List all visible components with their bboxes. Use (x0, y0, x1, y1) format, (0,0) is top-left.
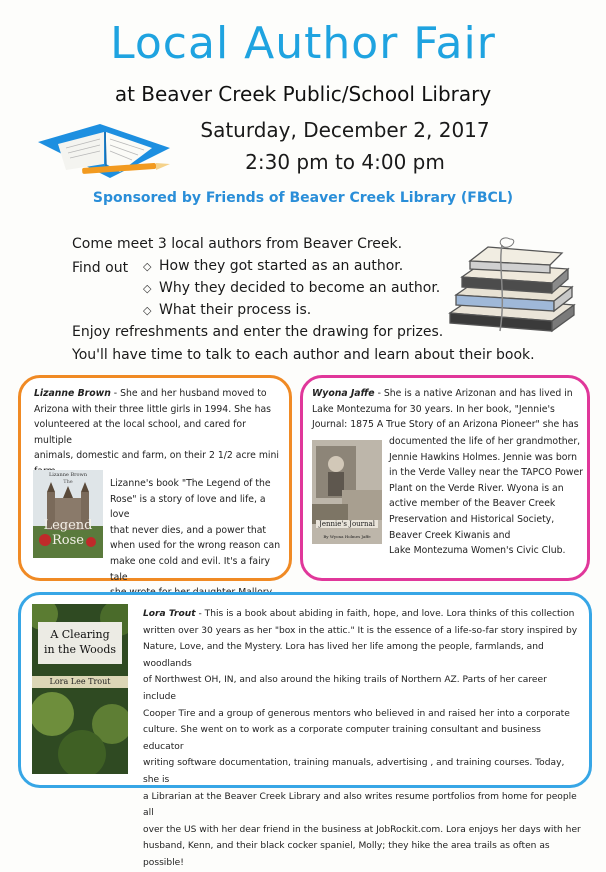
diamond-bullet-icon: ◇ (143, 304, 152, 317)
author-name: Lizanne Brown (34, 388, 111, 399)
lora-bio: Lora Trout - This is a book about abiding in faith, hope, and love. Lora thinks of this collection written over 30 years as her "box in the attic." It is the essence of a life-so-far story inspired by Nature, Love, and the Mystery. Lora has lived her life among the people, farmlands, and woodlands of Northwest OH, IN, and also around the hiking trails of Northern AZ. Parts of her career include Cooper Tire and a group of generous mentors who believed in and raised her into a corporate culture. She went on to work as a corporate computer training consultant and business educator writing software documentation, training manuals, advertising , and training courses. Today, she is a Librarian at the Beaver Creek Library and also writes resume portfolios from home for people all over the US with her dear friend in the business at JobRockit.com. Lora enjoys her days with her husband, Kenn, and their black cocker spaniel, Molly; they hike the area trails as often as possible! (143, 609, 581, 868)
page-title: Local Author Fair (110, 18, 496, 69)
wyona-bio-side: documented the life of her grandmother, Jennie Hawkins Holmes. Jennie was born in the Verde Valley near the TAPCO Power Plant on the Verde River. Wyona is an active member of the Beaver Creek Preservation and Historical Society, Beaver Creek Kiwanis and Lake Montezuma Women's Civic Club. (389, 436, 584, 557)
event-time: 2:30 pm to 4:00 pm (245, 150, 445, 174)
book-stack-icon (440, 235, 580, 335)
open-book-icon (30, 120, 180, 192)
venue-subtitle: at Beaver Creek Public/School Library (114, 82, 492, 106)
find-out-label: Find out (72, 260, 129, 276)
wyona-bio-top: Wyona Jaffe - She is a native Arizonan and has lived in Lake Montezuma for 30 years. In her book, "Jennie's Journal: 1875 A True Story of an Arizona Pioneer" she has (312, 388, 579, 431)
author-name: Wyona Jaffe (312, 388, 375, 399)
event-date: Saturday, December 2, 2017 (200, 118, 490, 142)
pioneer-photo-illustration (312, 440, 382, 544)
book-cover-legend-of-the-rose: Lizanne Brown The Legend Rose (33, 470, 103, 558)
lizanne-bio-top: Lizanne Brown - She and her husband moved to Arizona with their three little girls in 1994. She has volunteered at the local school, and cared for multiple animals, domestic and farm, on their 2 1/2 acre mini (34, 388, 279, 462)
talk-line: You'll have time to talk to each author and learn about their book. (72, 347, 535, 363)
bullet-item: ◇ How they got started as an author. (143, 258, 404, 274)
intro-line: Come meet 3 local authors from Beaver Creek. (72, 236, 403, 252)
sponsor-line: Sponsored by Friends of Beaver Creek Library (FBCL) (92, 190, 514, 206)
refreshments-line: Enjoy refreshments and enter the drawing for prizes. (72, 324, 444, 340)
author-name: Lora Trout (143, 609, 196, 619)
book-cover-jennies-journal: Jennie's Journal By Wyona Holmes Jaffe (312, 440, 382, 544)
book-cover-a-clearing-in-the-woods: A Clearing in the Woods Lora Lee Trout (32, 604, 128, 774)
lizanne-bio-side: Lizanne's book "The Legend of the Rose" is a story of love and life, a love that never dies, and a power that when used for the wrong reason can make one cold and evil. It's a fairy tale (110, 478, 281, 583)
diamond-bullet-icon: ◇ (143, 282, 152, 295)
diamond-bullet-icon: ◇ (143, 260, 152, 273)
bullet-item: ◇ What their process is. (143, 302, 312, 318)
bullet-item: ◇ Why they decided to become an author. (143, 280, 441, 296)
